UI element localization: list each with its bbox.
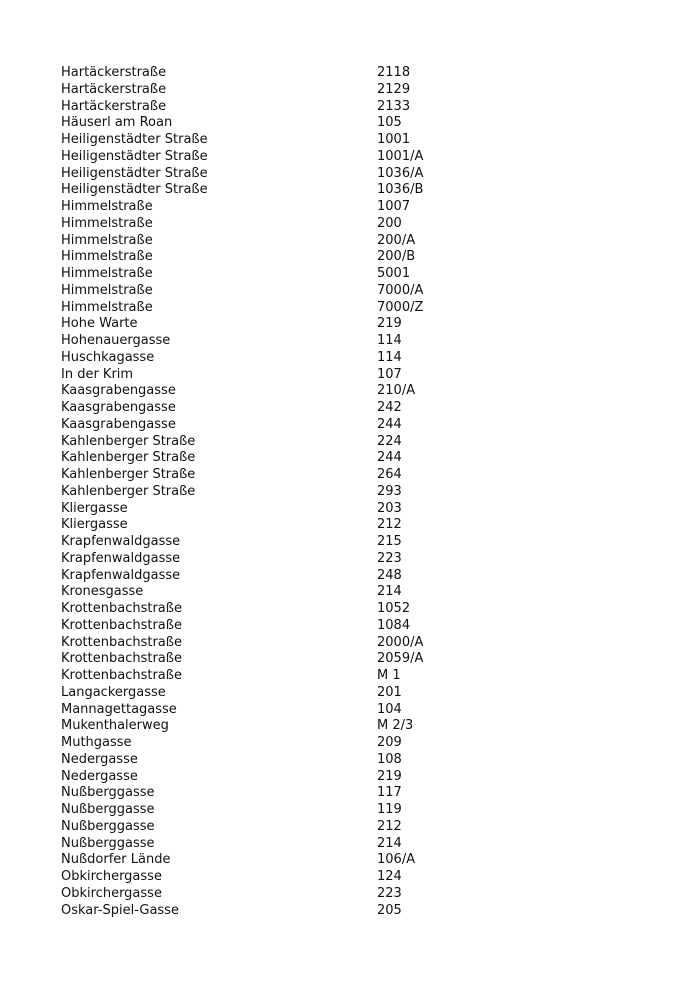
list-item — [61, 266, 521, 283]
list-item — [61, 233, 521, 250]
list-item — [61, 685, 521, 702]
house-number: 106/A — [377, 852, 416, 868]
street-name: Oskar-Spiel-Gasse — [61, 902, 179, 918]
house-number: 124 — [377, 869, 402, 884]
street-name: Heiligenstädter Straße — [61, 182, 208, 198]
list-item — [61, 785, 521, 802]
house-number: 223 — [377, 550, 402, 566]
street-name: Nedergasse — [61, 768, 138, 784]
street-name: Hartäckerstraße — [61, 65, 167, 80]
street-name: Kahlenberger Straße — [61, 450, 196, 466]
house-number: 105 — [377, 115, 402, 131]
house-number: 107 — [377, 366, 402, 382]
house-number: 215 — [377, 534, 402, 549]
street-name: Himmelstraße — [61, 299, 153, 315]
street-name: Obkirchergasse — [61, 885, 162, 901]
street-name: Himmelstraße — [61, 249, 153, 265]
house-number: 7000/A — [377, 282, 424, 298]
house-number: M 1 — [377, 668, 401, 683]
list-item — [61, 149, 521, 166]
street-name: Hohe Warte — [61, 316, 138, 332]
house-number: 1001/A — [377, 148, 424, 164]
house-number: 119 — [377, 802, 402, 817]
list-item — [61, 802, 521, 819]
list-item — [61, 551, 521, 568]
list-item — [61, 316, 521, 333]
list-item — [61, 434, 521, 451]
list-item — [61, 383, 521, 400]
street-name: Krapfenwaldgasse — [61, 534, 181, 549]
list-item — [61, 300, 521, 317]
list-item — [61, 534, 521, 551]
house-number: 219 — [377, 768, 402, 784]
house-number: 104 — [377, 701, 402, 717]
list-item — [61, 836, 521, 853]
street-name: Himmelstraße — [61, 232, 153, 248]
street-name: Krottenbachstraße — [61, 651, 182, 667]
house-number: 214 — [377, 835, 402, 851]
street-name: Himmelstraße — [61, 215, 153, 231]
house-number: 203 — [377, 500, 402, 516]
street-name: Nußberggasse — [61, 818, 155, 834]
list-item — [61, 501, 521, 518]
street-name: Krottenbachstraße — [61, 601, 182, 616]
list-item — [61, 166, 521, 183]
house-number: 210/A — [377, 383, 416, 399]
street-name: Hohenauergasse — [61, 333, 171, 348]
house-number: 205 — [377, 902, 402, 918]
list-item — [61, 182, 521, 199]
street-name: Nußberggasse — [61, 835, 155, 851]
house-number: 242 — [377, 400, 402, 415]
list-item — [61, 819, 521, 836]
street-name: Kaasgrabengasse — [61, 383, 176, 399]
house-number: 200/B — [377, 249, 416, 265]
street-name: Huschkagasse — [61, 349, 155, 365]
list-item — [61, 199, 521, 216]
list-item — [61, 467, 521, 484]
street-name: Krapfenwaldgasse — [61, 567, 181, 583]
list-item — [61, 852, 521, 869]
house-number: 2133 — [377, 98, 411, 114]
house-number: 117 — [377, 785, 402, 801]
list-item — [61, 618, 521, 635]
house-number: 1036/B — [377, 182, 424, 198]
street-name: Kaasgrabengasse — [61, 416, 176, 432]
house-number: 2118 — [377, 65, 411, 80]
street-name: Kliergasse — [61, 517, 128, 533]
address-list — [61, 65, 521, 919]
house-number: 1036/A — [377, 165, 424, 181]
house-number: M 2/3 — [377, 718, 414, 734]
street-name: Nedergasse — [61, 751, 138, 767]
list-item — [61, 601, 521, 618]
street-name: Heiligenstädter Straße — [61, 165, 208, 181]
list-item — [61, 417, 521, 434]
house-number: 223 — [377, 885, 402, 901]
list-item — [61, 65, 521, 82]
house-number: 1001 — [377, 132, 411, 147]
house-number: 201 — [377, 684, 402, 700]
list-item — [61, 249, 521, 266]
list-item — [61, 869, 521, 886]
house-number: 224 — [377, 433, 402, 449]
list-item — [61, 886, 521, 903]
street-name: Kronesgasse — [61, 584, 144, 600]
house-number: 1052 — [377, 601, 411, 616]
street-name: Krapfenwaldgasse — [61, 550, 181, 566]
house-number: 5001 — [377, 266, 411, 281]
list-item — [61, 333, 521, 350]
street-name: Obkirchergasse — [61, 869, 162, 884]
street-name: Nußberggasse — [61, 802, 155, 817]
house-number: 212 — [377, 818, 402, 834]
street-name: Heiligenstädter Straße — [61, 132, 208, 147]
street-name: Himmelstraße — [61, 282, 153, 298]
street-name: Krottenbachstraße — [61, 617, 182, 633]
house-number: 2129 — [377, 81, 411, 97]
house-number: 200/A — [377, 232, 416, 248]
house-number: 108 — [377, 751, 402, 767]
list-item — [61, 568, 521, 585]
list-item — [61, 651, 521, 668]
list-item — [61, 584, 521, 601]
house-number: 214 — [377, 584, 402, 600]
list-item — [61, 635, 521, 652]
street-name: Muthgasse — [61, 735, 132, 750]
street-name: Krottenbachstraße — [61, 668, 182, 683]
street-name: Hartäckerstraße — [61, 81, 167, 97]
street-name: Himmelstraße — [61, 199, 153, 214]
house-number: 219 — [377, 316, 402, 332]
list-item — [61, 216, 521, 233]
street-name: Himmelstraße — [61, 266, 153, 281]
list-item — [61, 702, 521, 719]
street-name: Mukenthalerweg — [61, 718, 169, 734]
house-number: 7000/Z — [377, 299, 424, 315]
street-name: Kahlenberger Straße — [61, 467, 196, 482]
street-name: Kahlenberger Straße — [61, 433, 196, 449]
list-item — [61, 115, 521, 132]
list-item — [61, 769, 521, 786]
list-item — [61, 735, 521, 752]
street-name: Kaasgrabengasse — [61, 400, 176, 415]
list-item — [61, 450, 521, 467]
list-item — [61, 718, 521, 735]
list-item — [61, 82, 521, 99]
street-name: In der Krim — [61, 366, 134, 382]
house-number: 1084 — [377, 617, 411, 633]
list-item — [61, 517, 521, 534]
list-item — [61, 132, 521, 149]
house-number: 200 — [377, 215, 402, 231]
house-number: 293 — [377, 483, 402, 499]
street-name: Häuserl am Roan — [61, 115, 173, 131]
house-number: 1007 — [377, 199, 411, 214]
house-number: 2059/A — [377, 651, 424, 667]
street-name: Kahlenberger Straße — [61, 483, 196, 499]
street-name: Mannagettagasse — [61, 701, 177, 717]
house-number: 212 — [377, 517, 402, 533]
house-number: 2000/A — [377, 634, 424, 650]
street-name: Hartäckerstraße — [61, 98, 167, 114]
list-item — [61, 367, 521, 384]
street-name: Krottenbachstraße — [61, 634, 182, 650]
street-name: Nußberggasse — [61, 785, 155, 801]
house-number: 248 — [377, 567, 402, 583]
list-item — [61, 400, 521, 417]
list-item — [61, 283, 521, 300]
street-name: Heiligenstädter Straße — [61, 148, 208, 164]
list-item — [61, 752, 521, 769]
house-number: 244 — [377, 450, 402, 466]
list-item — [61, 99, 521, 116]
street-name: Langackergasse — [61, 684, 166, 700]
house-number: 244 — [377, 416, 402, 432]
list-item — [61, 903, 521, 920]
list-item — [61, 668, 521, 685]
street-name: Nußdorfer Lände — [61, 852, 171, 868]
list-item — [61, 350, 521, 367]
house-number: 209 — [377, 735, 402, 750]
house-number: 114 — [377, 333, 402, 348]
house-number: 264 — [377, 467, 402, 482]
house-number: 114 — [377, 349, 402, 365]
list-item — [61, 484, 521, 501]
street-name: Kliergasse — [61, 500, 128, 516]
